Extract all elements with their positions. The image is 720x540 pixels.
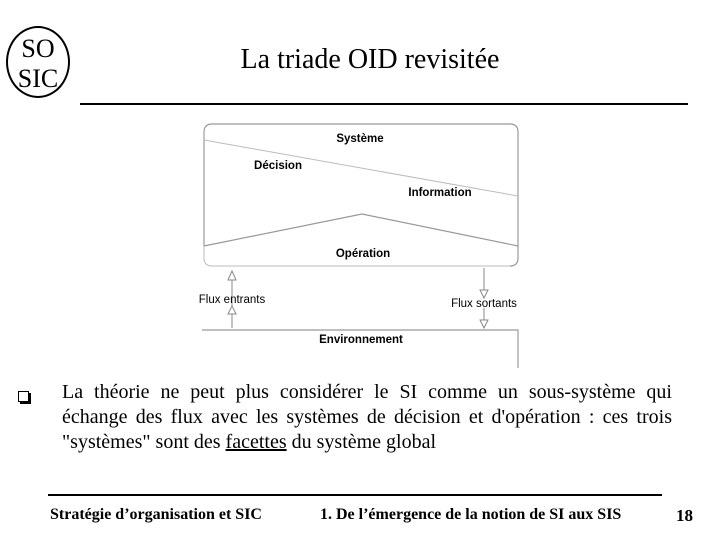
label-decision: Décision (254, 160, 302, 172)
flux-entrants-arrowhead-1 (228, 271, 236, 280)
logo-line-1: SO (21, 34, 55, 63)
operation-roof (204, 214, 518, 246)
oid-diagram (192, 118, 532, 370)
logo-line-2: SIC (17, 64, 59, 93)
page-number: 18 (676, 506, 693, 525)
sosic-logo (6, 26, 70, 98)
footer-rule (48, 494, 662, 496)
flux-sortants-arrowhead-2 (480, 320, 488, 328)
body-emphasis: facettes (225, 431, 287, 453)
footer-center: 1. De l’émergence de la notion de SI aux SIS (320, 506, 622, 523)
label-information: Information (408, 187, 472, 199)
label-environnement: Environnement (319, 334, 403, 346)
system-frame-right (510, 148, 518, 266)
page-title: La triade OID revisitée (240, 44, 500, 75)
label-flux-sortants: Flux sortants (451, 298, 517, 310)
body-paragraph (62, 380, 672, 455)
label-systeme: Système (336, 133, 384, 145)
body-text-before: La théorie ne peut plus considérer le SI comme un sous-système qui échange des flux avec les systèmes de décision et d'opération : ces trois "systèmes" sont des (62, 381, 672, 453)
footer-left: Stratégie d’organisation et SIC (50, 506, 262, 523)
flux-sortants-arrowhead-1 (480, 290, 488, 298)
label-flux-entrants: Flux entrants (198, 294, 266, 306)
flux-entrants-arrowhead-2 (228, 306, 236, 314)
label-operation: Opération (335, 248, 391, 260)
bullet-icon (18, 391, 29, 402)
body-text-after: du système global (286, 431, 437, 453)
title-underline (80, 103, 688, 105)
